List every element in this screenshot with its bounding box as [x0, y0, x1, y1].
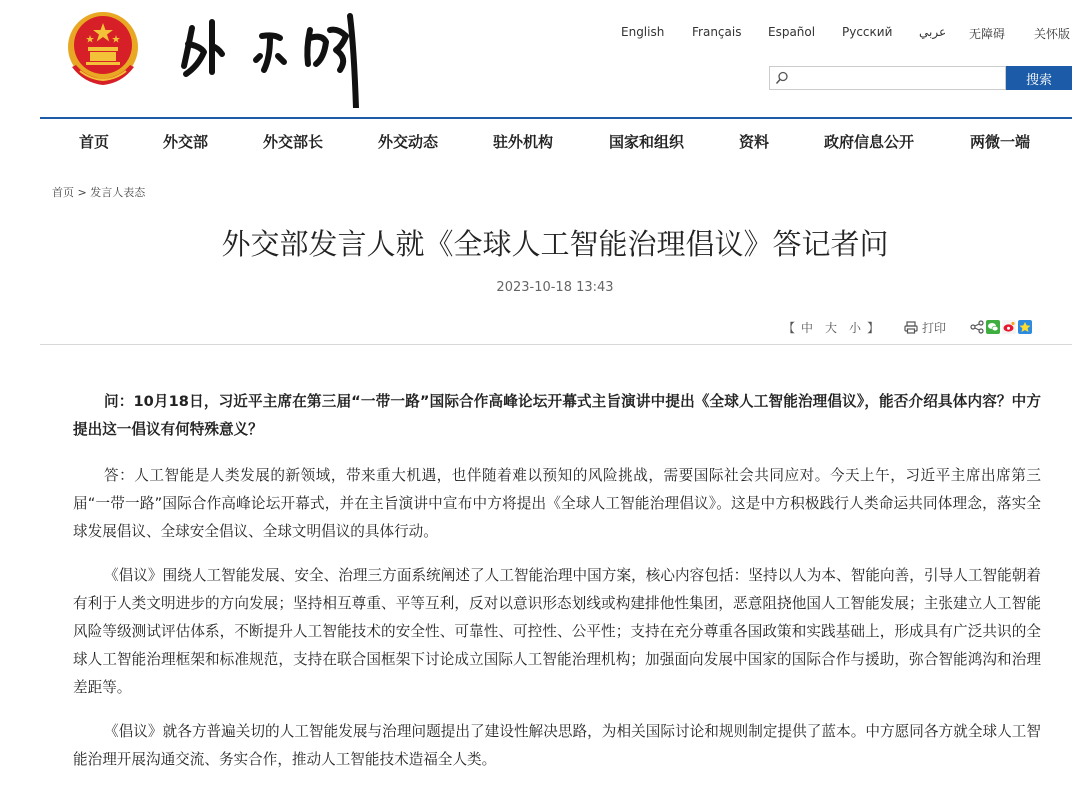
- article-paragraph: 《倡议》就各方普遍关切的人工智能发展与治理问题提出了建设性解决思路，为相关国际讨论和规则制定提供了蓝本。中方愿同各方就全球人工智能治理开展沟通交流、务实合作，推动人工智能技术造福全人类。: [73, 723, 1041, 768]
- language-bar: [0, 25, 1080, 41]
- lang-arabic-link[interactable]: عربي: [919, 25, 947, 39]
- nav-item-activities[interactable]: 外交动态: [378, 133, 439, 151]
- search-input[interactable]: [792, 67, 996, 89]
- font-bracket-close: 】: [867, 321, 880, 335]
- search-box: [769, 66, 1006, 90]
- lang-english-link[interactable]: English: [621, 25, 665, 39]
- ministry-calligraphy-logo[interactable]: [178, 8, 378, 108]
- share-icon[interactable]: [970, 320, 984, 334]
- print-button[interactable]: [904, 319, 946, 335]
- elderly-care-mode-link[interactable]: 关怀版: [1034, 27, 1071, 41]
- printer-icon: [904, 321, 918, 334]
- lang-spanish-link[interactable]: Español: [768, 25, 816, 39]
- publish-date: 2023-10-18 13:43: [496, 280, 614, 295]
- weibo-share-icon[interactable]: [1002, 320, 1016, 334]
- main-nav: [0, 131, 1080, 153]
- breadcrumb-current-link[interactable]: 发言人表态: [90, 186, 146, 199]
- nav-item-government-info[interactable]: 政府信息公开: [824, 133, 915, 151]
- breadcrumb: [52, 184, 145, 200]
- share-bar: [970, 319, 1034, 335]
- article-body: [73, 388, 1041, 790]
- search-button[interactable]: 搜索: [1006, 66, 1072, 90]
- qzone-share-icon[interactable]: [1018, 320, 1032, 334]
- lang-russian-link[interactable]: Русский: [842, 25, 893, 39]
- accessibility-link[interactable]: 无障碍: [969, 27, 1006, 41]
- nav-item-resources[interactable]: 资料: [739, 133, 770, 151]
- breadcrumb-home-link[interactable]: 首页: [52, 186, 74, 199]
- print-label: 打印: [922, 321, 947, 335]
- page-title: 外交部发言人就《全球人工智能治理倡议》答记者问: [221, 227, 889, 261]
- nav-item-missions-abroad[interactable]: 驻外机构: [493, 133, 554, 151]
- nav-item-minister[interactable]: 外交部长: [263, 133, 324, 151]
- content-divider: [40, 344, 1072, 345]
- article-paragraph: 答：人工智能是人类发展的新领域，带来重大机遇，也伴随着难以预知的风险挑战，需要国际社会共同应对。今天上午，习近平主席出席第三届“一带一路”国际合作高峰论坛开幕式，并在主旨演讲中宣布中方将提出《全球人工智能治理倡议》。这是中方积极践行人类命运共同体理念，落实全球发展倡议、全球安全倡议、全球文明倡议的具体行动。: [73, 467, 1041, 540]
- font-size-large-button[interactable]: 大: [825, 321, 838, 335]
- national-emblem-logo[interactable]: [66, 9, 140, 89]
- nav-item-countries-organizations[interactable]: 国家和组织: [609, 133, 685, 151]
- nav-item-home[interactable]: 首页: [79, 133, 110, 151]
- font-size-medium-button[interactable]: 中: [801, 321, 814, 335]
- nav-top-divider: [40, 117, 1072, 119]
- font-size-small-button[interactable]: 小: [849, 321, 862, 335]
- breadcrumb-separator: >: [74, 186, 91, 199]
- search-icon: [775, 71, 789, 85]
- wechat-share-icon[interactable]: [986, 320, 1000, 334]
- nav-item-ministry[interactable]: 外交部: [163, 133, 209, 151]
- font-bracket-open: 【: [783, 321, 796, 335]
- font-size-controls: [783, 319, 879, 335]
- lang-french-link[interactable]: Français: [692, 25, 742, 39]
- article-paragraph: 《倡议》围绕人工智能发展、安全、治理三方面系统阐述了人工智能治理中国方案，核心内容包括：坚持以人为本、智能向善，引导人工智能朝着有利于人类文明进步的方向发展；坚持相互尊重、平等互利，反对以意识形态划线或构建排他性集团，恶意阻挠他国人工智能发展；主张建立人工智能风险等级测试评估体系，不断提升人工智能技术的安全性、可靠性、可控性、公平性；支持在充分尊重各国政策和实践基础上，形成具有广泛共识的全球人工智能治理框架和标准规范，支持在联合国框架下讨论成立国际人工智能治理机构；加强面向发展中国家的国际合作与援助，弥合智能鸿沟和治理差距等。: [73, 567, 1041, 696]
- article-question: 问：10月18日，习近平主席在第三届“一带一路”国际合作高峰论坛开幕式主旨演讲中提出《全球人工智能治理倡议》，能否介绍具体内容？中方提出这一倡议有何特殊意义？: [73, 393, 1041, 438]
- nav-item-social-media[interactable]: 两微一端: [970, 133, 1031, 151]
